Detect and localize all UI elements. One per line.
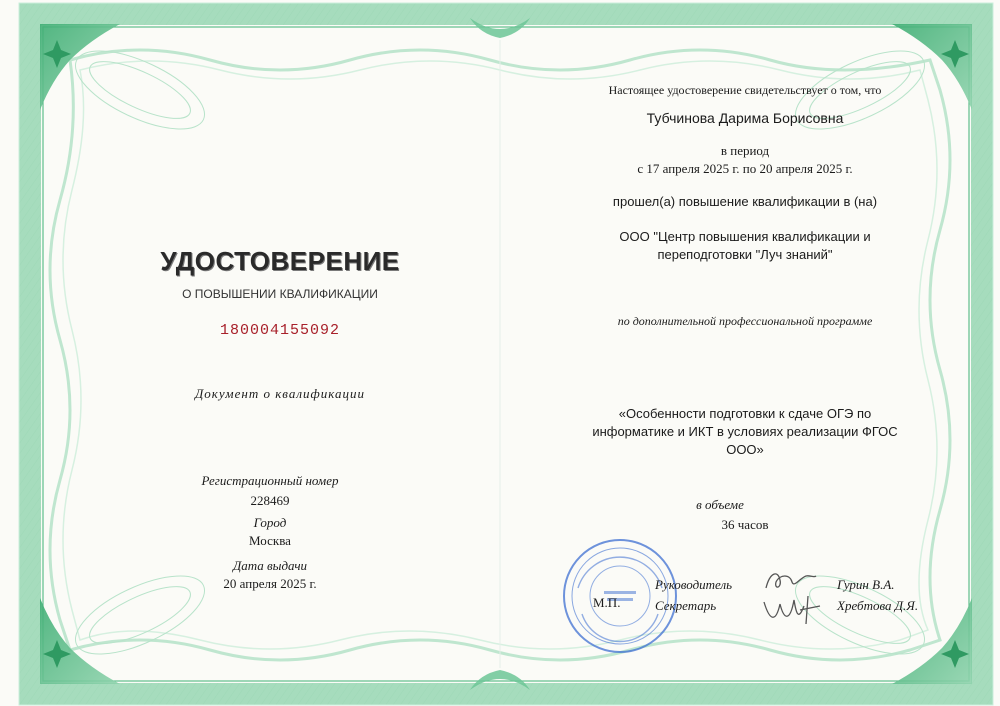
- serial-number: 180004155092: [219, 322, 341, 339]
- organization-line-1: ООО "Центр повышения квалификации и: [619, 229, 871, 244]
- program-line-2: информатике и ИКТ в условиях реализации ФГОС: [592, 424, 898, 439]
- program-line-3: ООО»: [726, 442, 764, 457]
- program-line-1: «Особенности подготовки к сдаче ОГЭ по: [618, 406, 872, 421]
- issue-date-label: Дата выдачи: [232, 558, 308, 573]
- registration-number: 228469: [250, 493, 290, 508]
- recipient-name: Тубчинова Дарима Борисовна: [646, 110, 844, 126]
- period-label: в период: [720, 143, 770, 158]
- completed-text: прошел(а) повышение квалификации в (на): [612, 194, 878, 209]
- seal-label: М.П.: [593, 595, 621, 610]
- organization-line-2: переподготовки "Луч знаний": [657, 247, 833, 262]
- certificate-title: УДОСТОВЕРЕНИЕ: [160, 246, 400, 276]
- issue-date: 20 апреля 2025 г.: [223, 576, 317, 591]
- secretary-label: Секретарь: [655, 598, 717, 613]
- head-name: Гурин В.А.: [837, 577, 895, 592]
- head-label: Руководитель: [655, 577, 733, 592]
- secretary-signature: [760, 592, 830, 628]
- secretary-name: Хребтова Д.Я.: [837, 598, 919, 613]
- registration-label: Регистрационный номер: [201, 473, 339, 488]
- period-dates: с 17 апреля 2025 г. по 20 апреля 2025 г.: [637, 161, 853, 176]
- volume-label: в объеме: [696, 497, 744, 512]
- program-label: по дополнительной профессиональной программе: [617, 314, 873, 328]
- document-type: Документ о квалификации: [195, 386, 365, 401]
- city-label: Город: [253, 515, 287, 530]
- certificate-subtitle: О ПОВЫШЕНИИ КВАЛИФИКАЦИИ: [182, 287, 378, 301]
- intro-text: Настоящее удостоверение свидетельствует о том, что: [608, 83, 882, 97]
- volume-value: 36 часов: [721, 517, 769, 532]
- city-value: Москва: [249, 533, 291, 548]
